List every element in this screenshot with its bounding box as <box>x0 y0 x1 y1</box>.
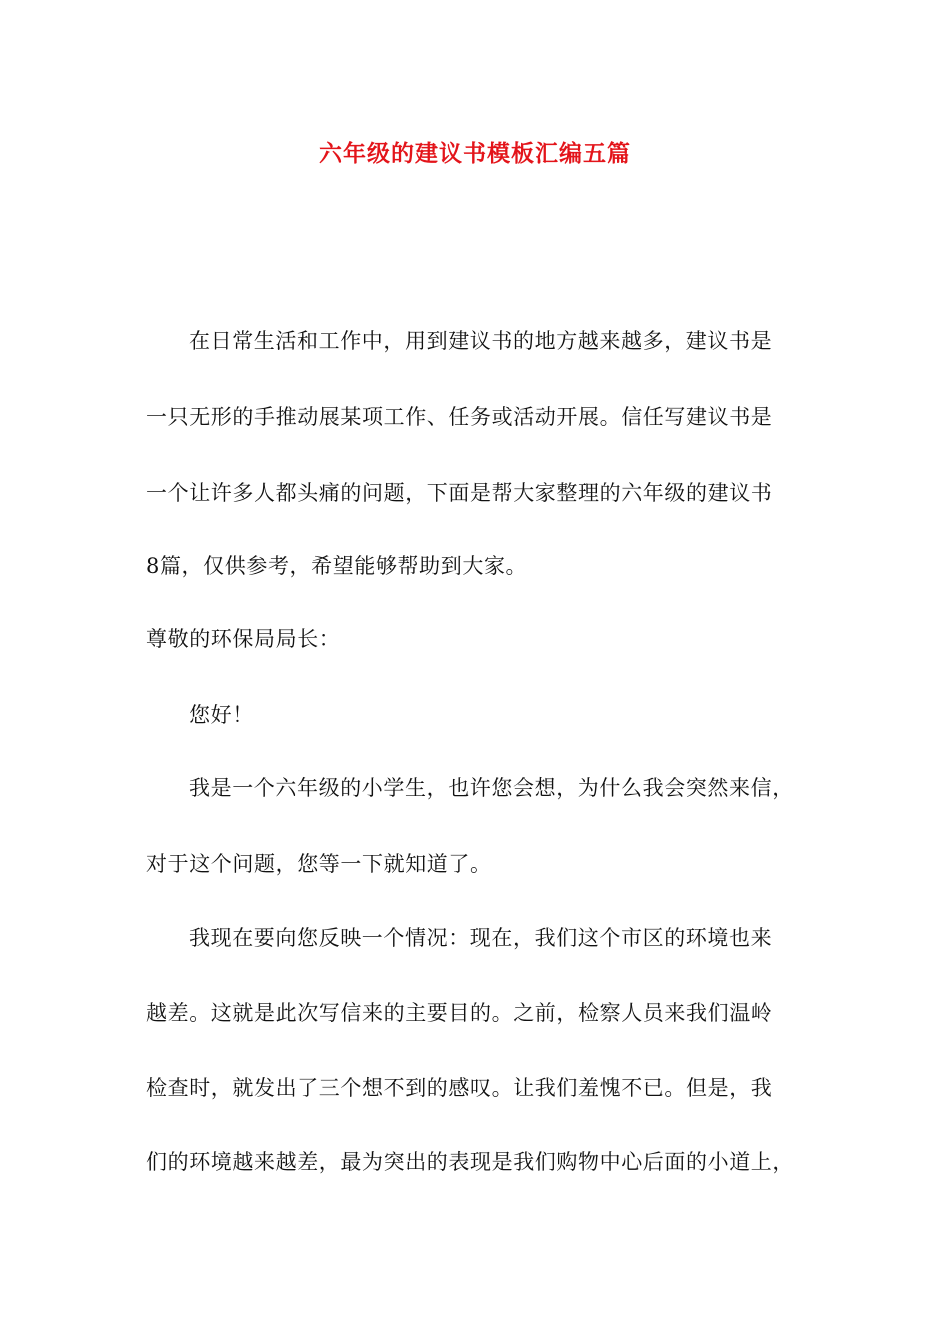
paragraph-line: 8篇，仅供参考，希望能够帮助到大家。 <box>146 554 528 578</box>
paragraph-line: 一个让许多人都头痛的问题，下面是帮大家整理的六年级的建议书 <box>146 481 773 505</box>
paragraph-line: 检查时，就发出了三个想不到的感叹。让我们羞愧不已。但是，我 <box>146 1076 773 1100</box>
paragraph-line: 我是一个六年级的小学生，也许您会想，为什么我会突然来信， <box>189 776 794 800</box>
paragraph-line: 我现在要向您反映一个情况：现在，我们这个市区的环境也来 <box>189 926 773 950</box>
paragraph-line: 一只无形的手推动展某项工作、任务或活动开展。信任写建议书是 <box>146 405 773 429</box>
greeting: 您好！ <box>189 703 254 727</box>
paragraph-line: 们的环境越来越差，最为突出的表现是我们购物中心后面的小道上， <box>146 1150 794 1174</box>
paragraph-line: 在日常生活和工作中，用到建议书的地方越来越多，建议书是 <box>189 329 773 353</box>
paragraph-line: 越差。这就是此次写信来的主要目的。之前，检察人员来我们温岭 <box>146 1001 773 1025</box>
document-title: 六年级的建议书模板汇编五篇 <box>319 140 631 167</box>
salutation: 尊敬的环保局局长： <box>146 627 341 651</box>
paragraph-line: 对于这个问题，您等一下就知道了。 <box>146 852 492 876</box>
